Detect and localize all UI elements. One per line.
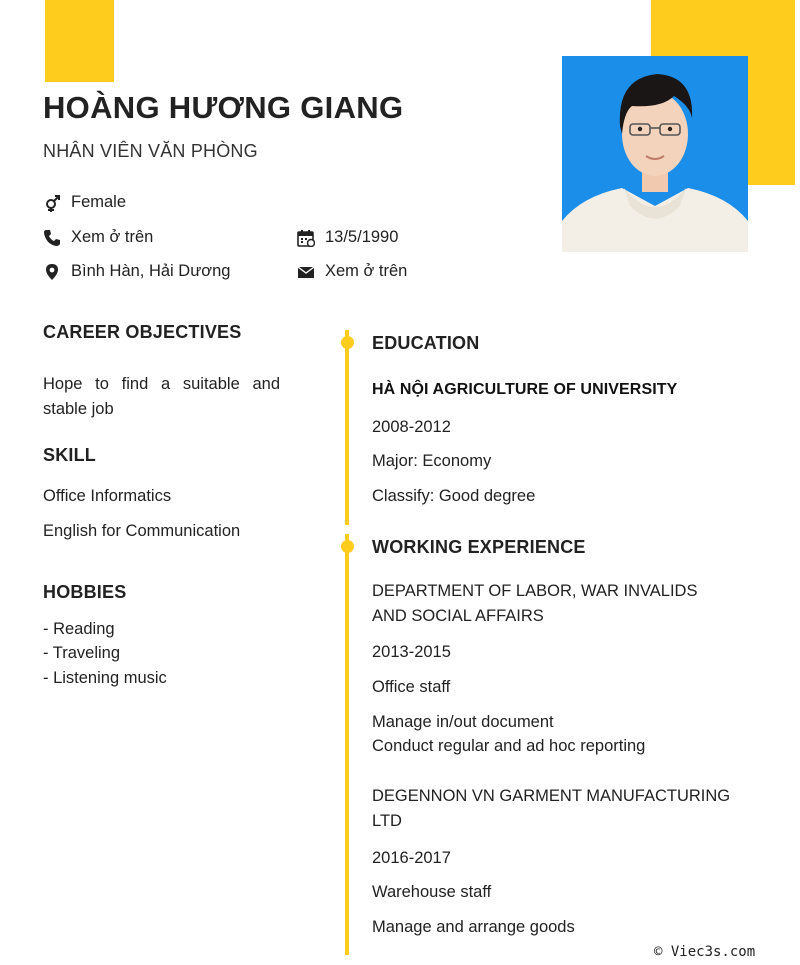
location-pin-icon — [43, 263, 61, 281]
job-role: Office staff — [372, 678, 451, 696]
education-major: Major: Economy — [372, 452, 492, 470]
job-duty: Manage and arrange goods — [372, 918, 575, 936]
skill-item: English for Communication — [43, 522, 241, 540]
school-name: HÀ NỘI AGRICULTURE OF UNIVERSITY — [372, 381, 678, 398]
gender-row — [43, 193, 126, 212]
email-row — [297, 262, 407, 281]
job-period: 2013-2015 — [372, 643, 451, 661]
job-period: 2016-2017 — [372, 849, 451, 867]
career-objectives-text: Hope to find a suitable and stable job — [43, 375, 280, 418]
birthday-row — [297, 228, 398, 247]
email-value: Xem ở trên — [325, 262, 408, 280]
timeline-line-experience — [345, 534, 349, 955]
skill-title: SKILL — [43, 445, 96, 465]
candidate-name: HOÀNG HƯƠNG GIANG — [43, 90, 404, 125]
copyright-footer: © Viec3s.com — [654, 944, 756, 960]
hobby-item: - Reading — [43, 620, 115, 638]
timeline-line-education — [345, 330, 349, 525]
job-position: NHÂN VIÊN VĂN PHÒNG — [43, 141, 258, 161]
job-role: Warehouse staff — [372, 883, 492, 901]
gender-icon — [43, 194, 61, 212]
skill-item: Office Informatics — [43, 487, 172, 505]
phone-row — [43, 228, 153, 247]
company-name: DEGENNON VN GARMENT MANUFACTURING LTD — [372, 787, 731, 830]
education-period: 2008-2012 — [372, 418, 451, 436]
hobby-item: - Traveling — [43, 644, 121, 662]
timeline-dot — [341, 540, 354, 553]
company-name: DEPARTMENT OF LABOR, WAR INVALIDS AND SOCIAL AFFAIRS — [372, 582, 698, 625]
job-duty: Conduct regular and ad hoc reporting — [372, 737, 646, 755]
address-value: Bình Hàn, Hải Dương — [71, 262, 231, 280]
phone-icon — [43, 229, 61, 247]
decor-block-left — [45, 0, 114, 82]
education-title: EDUCATION — [372, 333, 480, 353]
education-classify: Classify: Good degree — [372, 487, 536, 505]
envelope-icon — [297, 263, 315, 281]
calendar-icon — [297, 229, 315, 247]
gender-value: Female — [71, 193, 127, 211]
experience-title: WORKING EXPERIENCE — [372, 537, 586, 557]
hobby-item: - Listening music — [43, 669, 167, 687]
birthday-value: 13/5/1990 — [325, 228, 399, 246]
hobbies-title: HOBBIES — [43, 582, 127, 602]
career-objectives-title: CAREER OBJECTIVES — [43, 322, 242, 342]
address-row — [43, 262, 230, 281]
profile-photo — [562, 56, 748, 252]
phone-value: Xem ở trên — [71, 228, 154, 246]
job-duty: Manage in/out document — [372, 713, 554, 731]
timeline-dot — [341, 336, 354, 349]
